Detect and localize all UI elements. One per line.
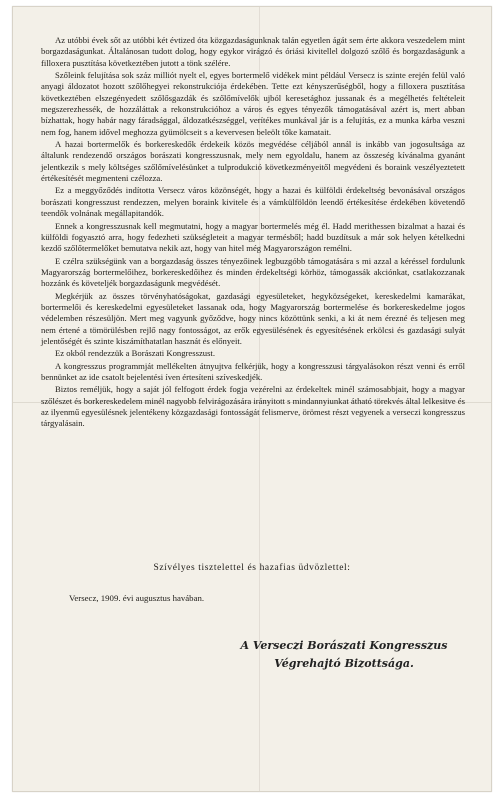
- paragraph: Biztos reméljük, hogy a saját jól felfogott érdek fogja vezérelni az érdekeltek minél számosabbjait, hogy a magyar szőlészet és borkereskedelem minél nagyobb felvirágozására irányitott s mindannyiunkat átható törekvés által lelkesitve és az ilyenmű egyesülésnek jelentékeny közgazdasági fontosságát felismerve, örömest részt vegyenek a verseczi kongresszus tárgyalásain.: [41, 384, 465, 429]
- paragraph: Megkérjük az összes törvényhatóságokat, gazdasági egyesületeket, hegyközségeket, kereskedelmi kamarákat, bortermelői és kereskedelmi egyesületeket lassanak oda, hogy Magyarország bortermelése és borkereskedelme jogos védelemben részesüljön. Mert meg vagyunk győződve, hogy nincs közöttünk senki, a ki át nem érezné és teljesen meg nem értené a tömörülésben rejlő nagy fontosságot, az erők egyesülésének és egyesítésének erkölcsi és gazdasági sulyát jelentőségét és szinte kiszámíthatatlan hasznát és előnyeit.: [41, 290, 465, 346]
- closing-greeting: Szívélyes tisztelettel és hazafias üdvözlettel:: [153, 563, 351, 573]
- signature-block: [229, 637, 459, 673]
- paragraph: Szőleink felujítása sok száz milliót nyelt el, egyes bortermelő vidékek mint például Versecz is szinte erején felül való anyagi áldozatot hozott szőlőhegyei rekonstrukciója érdekében. Tette ezt kényszerűségből, hogy a filloxera pusztítása következtében elszegényedett szőlősgazdák és szőlőmívelők ujból keresetághoz jussanak és a megélhetés feltételeit megszerezhessék, de hozzáláttak a rekonstrukcióhoz a város és egyes tényezők támogatásával azért is, mert abban bízhattak, hogy habár nagy fáradsággal, áldozatkészséggel, verítékes munkával jár is a felujítás, ez a munka kárba veszni nem fog, hanem idővel meghozza gyümölcseit s a kevervesen beleölt tőke kamatait.: [41, 70, 465, 137]
- signature-line-1: A Verseczi Borászati Kongresszus: [240, 639, 448, 652]
- paragraph: Ennek a kongresszusnak kell megmutatni, hogy a magyar bortermelés még él. Hadd merithessen bizalmat a hazai és külföldi fogyasztó arra, hogy fedezheti szükségleteit a magyar termésből; hadd buzdítsuk a már sok helyen kételkedni kezdő szőlőtermelőket bemutatva nekik azt, hogy van hitel még Magyarországon remélni.: [41, 220, 465, 254]
- paragraph: A kongresszus programmját mellékelten átnyujtva felkérjük, hogy a kongresszusi tárgyalásokon részt venni és erről bennünket az ide csatolt bejelentési íven értesíteni szíveskedjék.: [41, 360, 465, 382]
- paragraph: Ez a meggyőződés indította Versecz város közönségét, hogy a hazai és külföldi érdekeltség bevonásával országos borászati kongresszust rendezzen, melyen boraink kivitele és a vámkülföldön leendő értékesítése érdekében követendő teendők volnának megállapitandók.: [41, 185, 465, 219]
- paragraph: Az utóbbi évek sőt az utóbbi két évtized óta közgazdaságunknak talán egyetlen ágát sem érte akkora veszedelem mint borgazdaságunkat. Általánosan tudott dolog, hogy egykor virágzó és óriási kivitellel dolgozó szőlő és borgazdaságunk a filloxera pusztítása következtében jutott a tönk szélére.: [41, 35, 465, 68]
- letter-sheet: [12, 6, 492, 792]
- paragraph: E czélra szükségünk van a borgazdaság összes tényezőinek legbuzgóbb támogatására s mi azzal a kéréssel fordulunk Magyarország bortermelőihez, borkereskedőihez és minden érdekeltségi körhöz, támogassák akciónkat, csatlakozzanak hozzánk és követeljék borgazdaságunk megvédését.: [41, 255, 465, 289]
- signature-line-2: Végrehajtó Bizottsága.: [274, 657, 414, 670]
- paragraph: A hazai bortermelők és borkereskedők érdekeik közös megvédése céljából annál is inkább van jogosultsága az általunk rendezendő országos borászati kongresszusnak, mely nem egyoldalu, hanem az összeség kívánalma gyanánt jelentkezik s mely költséges szőlőmívelésünket a tulprodukció következményeitől megvédeni és boraink veszélyeztetett értékesítését megmenteni czélozza.: [41, 139, 465, 184]
- dateline: Versecz, 1909. évi augusztus havában.: [69, 593, 205, 603]
- paragraph: Ez okból rendezzük a Borászati Kongresszust.: [55, 348, 215, 359]
- letter-body: [41, 35, 465, 431]
